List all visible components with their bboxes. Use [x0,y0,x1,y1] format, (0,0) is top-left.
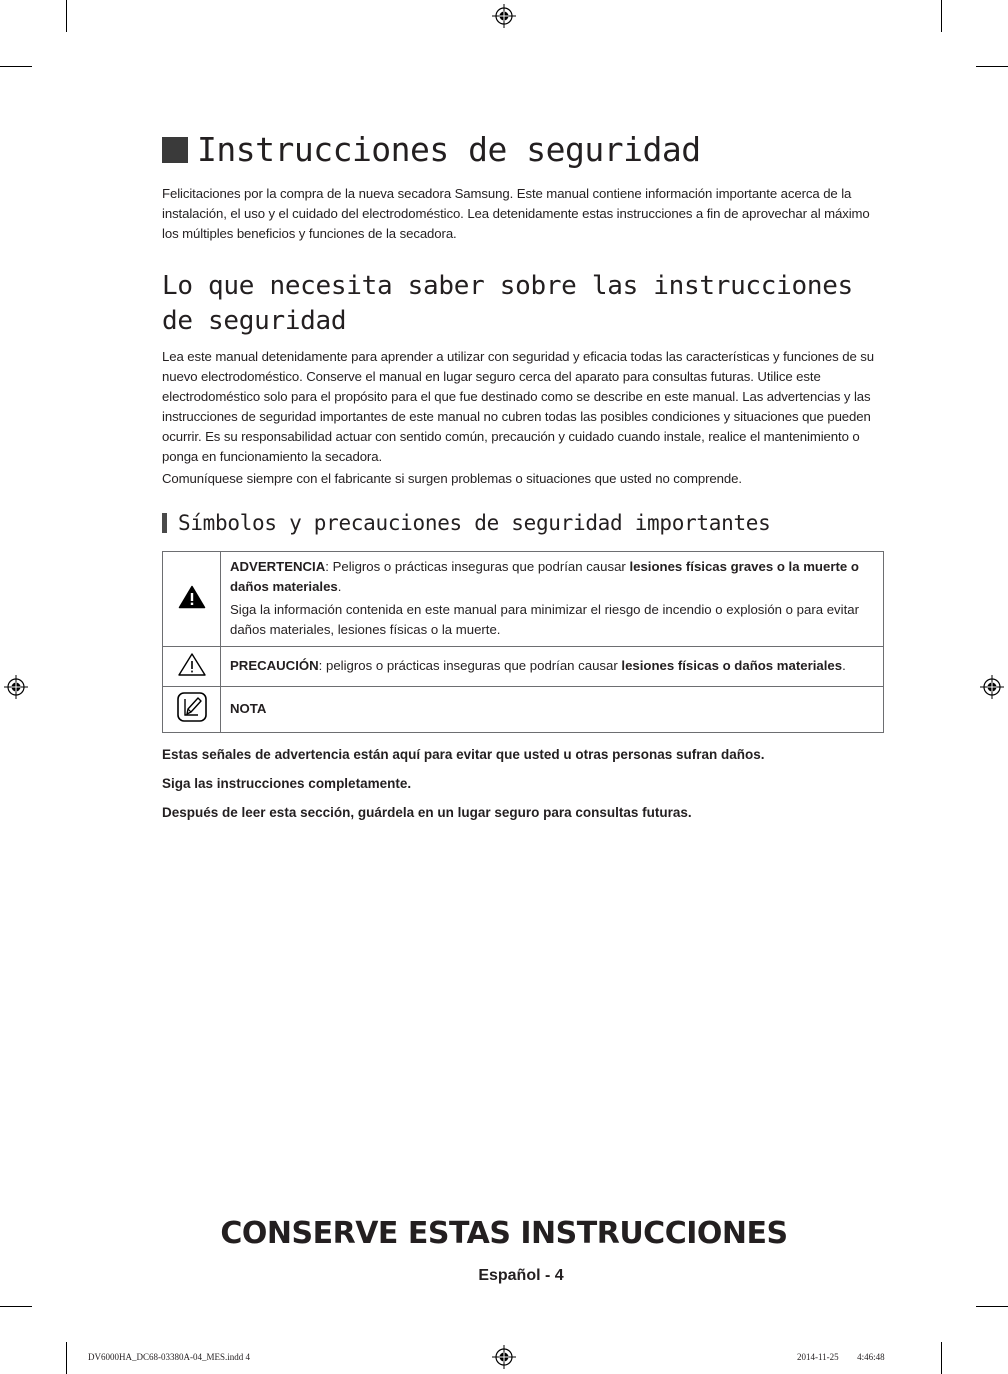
registration-mark-icon [492,1345,516,1369]
page-content [162,130,884,832]
warning-detail: Siga la información contenida en este manual para minimizar el riesgo de incendio o explosión o para evitar daños materiales, lesiones físicas o la muerte. [230,602,859,637]
closing-note: Siga las instrucciones completamente. [162,776,412,791]
table-row [163,552,884,647]
closing-notes [162,745,884,823]
crop-mark [0,1306,32,1307]
note-pencil-icon [176,691,208,723]
footer-title: CONSERVE ESTAS INSTRUCCIONES [220,1216,788,1251]
page-title-text: Instrucciones de seguridad [197,130,701,169]
caution-emphasis: lesiones físicas o daños materiales [621,658,843,673]
caution-text: : peligros o prácticas inseguras que podrían causar [318,658,622,673]
warning-text: : Peligros o prácticas inseguras que podrían causar [325,559,630,574]
crop-mark [941,1342,942,1374]
crop-mark [976,66,1008,67]
symbols-table [162,551,884,733]
warning-line [230,557,871,597]
symbols-heading-text: Símbolos y precauciones de seguridad importantes [178,511,771,535]
warning-emphasis: lesiones físicas graves o la muerte o daños materiales [230,559,859,594]
caution-outline-triangle-icon [177,652,207,677]
crop-mark [0,66,32,67]
section-paragraph: Comuníquese siempre con el fabricante si surgen problemas o situaciones que usted no comprende. [162,471,742,486]
note-icon-cell [163,687,221,733]
section-heading: Lo que necesita saber sobre las instrucciones de seguridad [162,271,853,336]
warning-icon-cell [163,552,221,647]
warning-end: . [337,579,342,594]
registration-mark-icon [492,4,516,28]
slug-file-name: DV6000HA_DC68-03380A-04_MES.indd 4 [88,1352,250,1362]
closing-note: Después de leer esta sección, guárdela en un lugar seguro para consultas futuras. [162,805,692,820]
slug-timestamp: 2014-11-25 ￿￿ 4:46:48 [797,1352,885,1362]
section-paragraph: Lea este manual detenidamente para aprender a utilizar con seguridad y eficacia todas las características y funciones de su nuevo electrodoméstico. Conserve el manual en lugar seguro cerca del aparato para consultas futuras. Utilice este electrodoméstico solo para el propósito para el que fue destinado como se describe en este manual. Las advertencias y las instrucciones de seguridad importantes de este manual no cubren todas las posibles condiciones y situaciones que pueden ocurrir. Es su responsabilidad actuar con sentido común, precaución y cuidado cuando instale, realice el mantenimiento o ponga en funcionamiento la secadora. [162,349,874,464]
page-title [162,130,884,169]
symbols-heading [162,511,884,535]
crop-mark [941,0,942,32]
caution-label: PRECAUCIÓN [230,658,319,673]
caution-icon-cell [163,647,221,687]
page-number: Español - 4 [478,1267,564,1284]
table-row [163,647,884,687]
registration-mark-icon [980,675,1004,699]
crop-mark [66,1342,67,1374]
crop-mark [976,1306,1008,1307]
warning-label: ADVERTENCIA [230,559,326,574]
note-text-cell [221,687,884,733]
note-label: NOTA [230,701,267,716]
warning-text-cell [221,552,884,647]
caution-end: . [842,658,846,673]
title-block-icon [162,137,188,163]
intro-paragraph: Felicitaciones por la compra de la nueva secadora Samsung. Este manual contiene información importante acerca de la instalación, el uso y el cuidado del electrodoméstico. Lea detenidamente estas instrucciones a fin de aprovechar al máximo los múltiples beneficios y funciones de la secadora. [162,186,870,241]
caution-text-cell [221,647,884,687]
crop-mark [66,0,67,32]
registration-mark-icon [4,675,28,699]
table-row [163,687,884,733]
heading-bar-icon [162,513,167,533]
warning-filled-triangle-icon [178,585,206,609]
closing-note: Estas señales de advertencia están aquí para evitar que usted u otras personas sufran daños. [162,747,765,762]
